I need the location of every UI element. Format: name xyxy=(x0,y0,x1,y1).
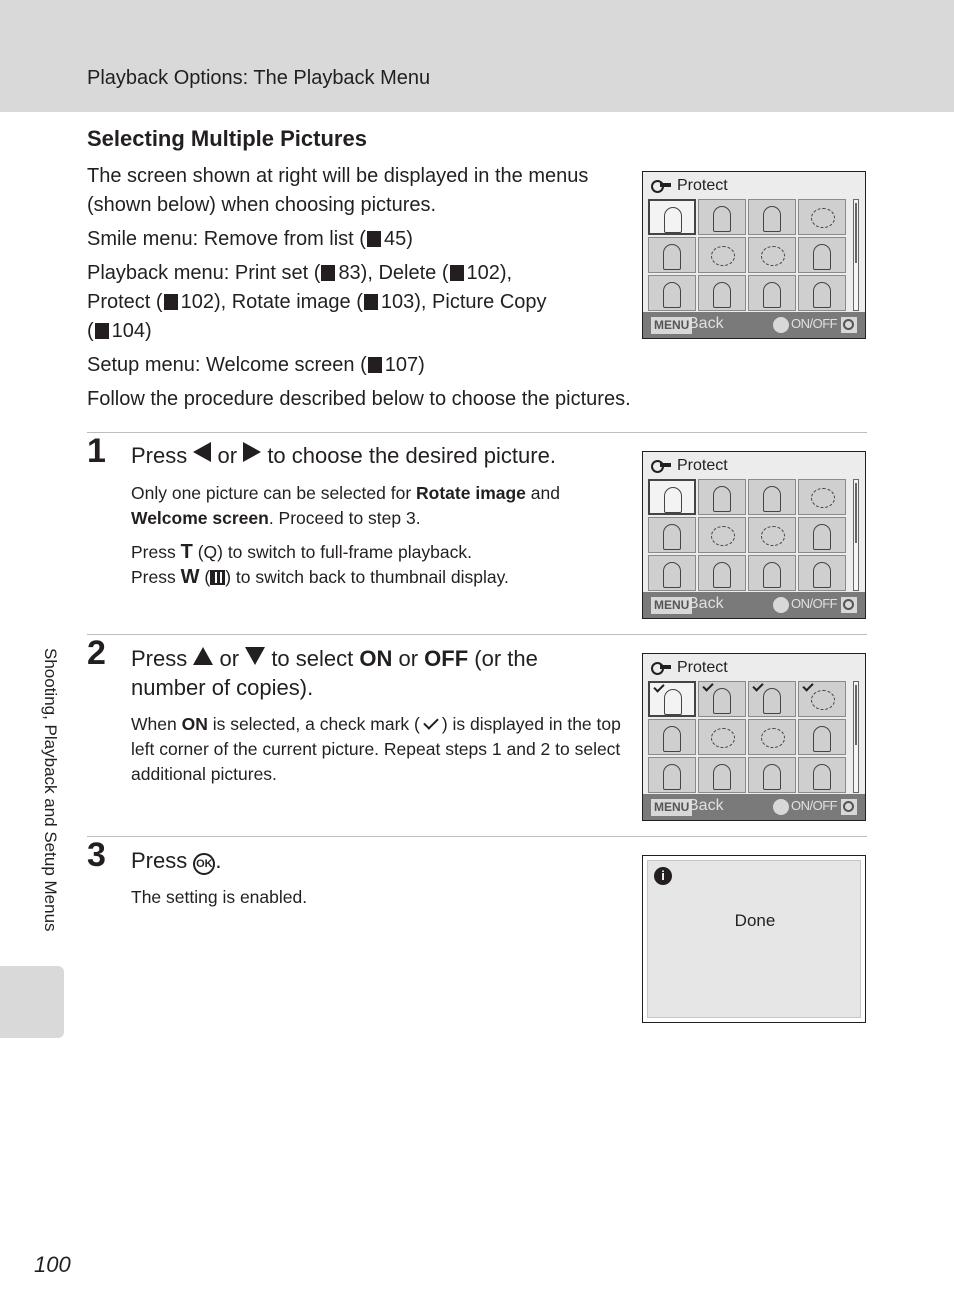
thumbnail[interactable] xyxy=(648,719,696,755)
menu-button-icon: MENU xyxy=(651,799,692,816)
thumbnail[interactable] xyxy=(648,479,696,515)
thumbnail[interactable] xyxy=(648,517,696,553)
page-header xyxy=(0,0,954,112)
thumbnail[interactable] xyxy=(798,237,846,273)
playback-text-2: Protect ( xyxy=(87,291,163,313)
side-tab xyxy=(0,966,64,1038)
thumbnail[interactable] xyxy=(648,199,696,235)
zoom-icon xyxy=(841,799,857,815)
step-3-title xyxy=(131,846,611,875)
page-ref-icon xyxy=(364,294,378,310)
thumbnail[interactable] xyxy=(698,719,746,755)
thumbnail[interactable] xyxy=(798,517,846,553)
smile-menu-line xyxy=(87,225,627,254)
setup-menu-text: Setup menu: Welcome screen ( xyxy=(87,354,367,376)
back-label: Back xyxy=(688,797,724,814)
text: or xyxy=(392,646,425,671)
smile-menu-ref: 45) xyxy=(383,228,413,250)
rotate-image-term: Rotate image xyxy=(416,483,526,503)
lcd-footer xyxy=(643,312,865,338)
playback-ref-3: 102), Rotate image ( xyxy=(180,291,363,313)
menu-button-icon: MENU xyxy=(651,317,692,334)
step-1-title-c: to choose the desired picture. xyxy=(267,443,556,468)
key-icon xyxy=(651,179,671,191)
text: to select xyxy=(271,646,360,671)
scrollbar[interactable] xyxy=(853,479,859,591)
onoff-label: ON/OFF xyxy=(791,596,838,611)
section-title: Selecting Multiple Pictures xyxy=(87,126,367,151)
text: When xyxy=(131,714,182,734)
check-mark-icon xyxy=(752,681,763,692)
scrollbar[interactable] xyxy=(853,681,859,793)
done-panel xyxy=(647,860,861,1018)
page-ref-icon xyxy=(95,323,109,339)
step-1-number: 1 xyxy=(87,432,106,470)
done-message: Done xyxy=(734,911,776,930)
step-2-body xyxy=(131,712,621,787)
playback-ref-1: 83), Delete ( xyxy=(338,262,449,284)
thumbnail[interactable] xyxy=(748,199,796,235)
thumbnail[interactable] xyxy=(798,199,846,235)
thumbnail[interactable] xyxy=(748,479,796,515)
thumbnail-icon xyxy=(210,570,225,585)
playback-text-1: Playback menu: Print set ( xyxy=(87,262,321,284)
thumbnail[interactable] xyxy=(648,275,696,311)
lcd-title-text: Protect xyxy=(677,177,728,194)
playback-ref-4: 103), Picture Copy xyxy=(380,291,547,313)
page-number: 100 xyxy=(34,1252,71,1277)
playback-text-3: ( xyxy=(87,320,94,342)
lcd-screen-done xyxy=(642,855,866,1023)
on-term: ON xyxy=(181,714,208,734)
thumbnail-checked[interactable] xyxy=(748,681,796,717)
thumbnail[interactable] xyxy=(648,757,696,793)
text: (Q) to switch to full-frame playback. xyxy=(192,542,472,562)
step-1-body-2 xyxy=(131,540,621,565)
thumbnail[interactable] xyxy=(798,555,846,591)
text: Only one picture can be selected for xyxy=(131,483,417,503)
step-3-body: The setting is enabled. xyxy=(131,887,308,907)
page-ref-icon xyxy=(450,265,464,281)
setup-menu-line xyxy=(87,351,627,380)
welcome-screen-term: Welcome screen xyxy=(131,508,269,528)
t-button-label: T xyxy=(180,541,193,563)
thumbnail[interactable] xyxy=(748,237,796,273)
lcd-title xyxy=(651,177,728,195)
thumbnail[interactable] xyxy=(748,757,796,793)
page-ref-icon xyxy=(321,265,335,281)
text: Press xyxy=(131,567,181,587)
divider xyxy=(87,836,867,837)
step-3-number: 3 xyxy=(87,836,106,874)
lcd-footer xyxy=(643,592,865,618)
text: or xyxy=(219,646,240,671)
text: Press xyxy=(131,542,181,562)
check-mark-icon xyxy=(653,681,664,692)
thumbnail[interactable] xyxy=(698,237,746,273)
divider xyxy=(87,634,867,635)
thumbnail-checked[interactable] xyxy=(648,681,696,717)
step-1-title-b: or xyxy=(217,443,238,468)
thumbnail-checked[interactable] xyxy=(698,681,746,717)
updown-icon xyxy=(773,597,789,613)
intro-paragraph: The screen shown at right will be displayed in the menus (shown below) when choosing pictures. xyxy=(87,165,589,216)
text: Press xyxy=(131,646,188,671)
thumbnail[interactable] xyxy=(698,757,746,793)
w-button-label: W xyxy=(180,566,200,588)
onoff-label: ON/OFF xyxy=(791,798,838,813)
smile-menu-text: Smile menu: Remove from list ( xyxy=(87,228,366,250)
text: ) is displayed in the top left corner of the current picture. Repeat steps 1 and 2 to select additional pictures. xyxy=(131,714,621,784)
check-mark-icon xyxy=(423,714,439,730)
thumbnail[interactable] xyxy=(798,275,846,311)
lcd-screen-protect-3 xyxy=(642,653,866,821)
thumbnail-grid xyxy=(648,199,848,311)
lcd-footer xyxy=(643,794,865,820)
divider xyxy=(87,432,867,433)
step-1-body-3 xyxy=(131,565,621,590)
lcd-screen-protect-1 xyxy=(642,171,866,339)
page-ref-icon xyxy=(367,231,381,247)
step-1-title-a: Press xyxy=(131,443,188,468)
zoom-icon xyxy=(841,597,857,613)
follow-instructions: Follow the procedure described below to choose the pictures. xyxy=(87,388,631,410)
key-icon xyxy=(651,459,671,471)
lcd-title-text: Protect xyxy=(677,457,728,474)
header-title: Playback Options: The Playback Menu xyxy=(87,67,431,89)
check-mark-icon xyxy=(802,681,813,692)
thumbnail[interactable] xyxy=(648,237,696,273)
text: (or the number of copies). xyxy=(131,646,538,700)
thumbnail[interactable] xyxy=(698,275,746,311)
onoff-label: ON/OFF xyxy=(791,316,838,331)
right-arrow-icon xyxy=(243,442,261,462)
thumbnail[interactable] xyxy=(648,555,696,591)
thumbnail-grid xyxy=(648,681,848,793)
setup-menu-ref: 107) xyxy=(384,354,425,376)
page-ref-icon xyxy=(164,294,178,310)
off-term: OFF xyxy=(424,646,469,671)
key-icon xyxy=(651,661,671,673)
text: Press xyxy=(131,848,188,873)
step-1-title xyxy=(131,441,611,470)
step-2-title xyxy=(131,644,601,702)
thumbnail[interactable] xyxy=(798,757,846,793)
thumbnail[interactable] xyxy=(748,719,796,755)
scrollbar[interactable] xyxy=(853,199,859,311)
playback-ref-5: 104) xyxy=(111,320,152,342)
text: . Proceed to step 3. xyxy=(268,508,421,528)
info-icon: i xyxy=(654,867,672,885)
lcd-title xyxy=(651,659,728,677)
lcd-title-text: Protect xyxy=(677,659,728,676)
page-ref-icon xyxy=(368,357,382,373)
text: . xyxy=(215,848,222,873)
thumbnail[interactable] xyxy=(748,517,796,553)
down-arrow-icon xyxy=(245,647,265,665)
text: and xyxy=(525,483,560,503)
thumbnail[interactable] xyxy=(748,555,796,591)
updown-icon xyxy=(773,317,789,333)
back-label: Back xyxy=(688,315,724,332)
thumbnail-checked[interactable] xyxy=(798,681,846,717)
playback-ref-2: 102), xyxy=(466,262,513,284)
lcd-title xyxy=(651,457,728,475)
text: ) to switch back to thumbnail display. xyxy=(225,567,509,587)
zoom-icon xyxy=(841,317,857,333)
left-arrow-icon xyxy=(193,442,211,462)
thumbnail[interactable] xyxy=(698,555,746,591)
playback-menu-line xyxy=(87,259,607,346)
lcd-screen-protect-2 xyxy=(642,451,866,619)
ok-button-icon: OK xyxy=(193,853,215,875)
thumbnail-grid xyxy=(648,479,848,591)
thumbnail[interactable] xyxy=(748,275,796,311)
step-1-body-1 xyxy=(131,481,611,531)
updown-icon xyxy=(773,799,789,815)
up-arrow-icon xyxy=(193,647,213,665)
text: is selected, a check mark ( xyxy=(207,714,420,734)
side-tab-label: Shooting, Playback and Setup Menus xyxy=(41,648,60,932)
thumbnail[interactable] xyxy=(798,719,846,755)
thumbnail[interactable] xyxy=(698,199,746,235)
check-mark-icon xyxy=(702,681,713,692)
text: ( xyxy=(199,567,211,587)
step-2-number: 2 xyxy=(87,634,106,672)
thumbnail[interactable] xyxy=(698,517,746,553)
thumbnail[interactable] xyxy=(698,479,746,515)
thumbnail[interactable] xyxy=(798,479,846,515)
on-term: ON xyxy=(359,646,393,671)
menu-button-icon: MENU xyxy=(651,597,692,614)
back-label: Back xyxy=(688,595,724,612)
